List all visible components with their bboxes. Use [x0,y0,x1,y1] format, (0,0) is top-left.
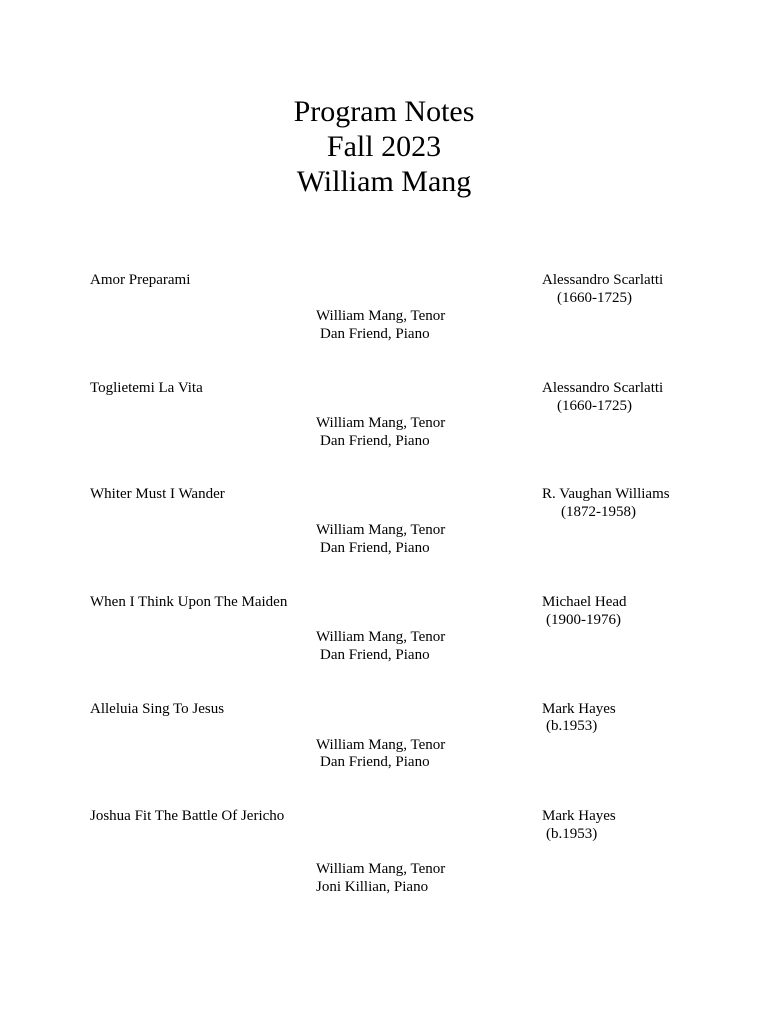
performer-credit: William Mang, Tenor [316,415,446,431]
piece-title: Alleluia Sing To Jesus [90,701,225,717]
piece-title: When I Think Upon The Maiden [90,594,288,610]
accompanist-credit: Dan Friend, Piano [320,326,430,342]
page-title: Program Notes [293,95,475,128]
accompanist-credit: Dan Friend, Piano [320,754,430,770]
composer-dates: (1660-1725) [557,290,632,306]
piece-title: Toglietemi La Vita [90,380,203,396]
composer-dates: (b.1953) [546,718,598,734]
accompanist-credit: Dan Friend, Piano [320,540,430,556]
composer-name: Mark Hayes [542,808,616,824]
composer-dates: (1660-1725) [557,398,632,414]
performer-credit: William Mang, Tenor [316,737,446,753]
performer-name: William Mang [296,165,472,198]
piece-title: Joshua Fit The Battle Of Jericho [90,808,285,824]
composer-name: Alessandro Scarlatti [542,380,664,396]
composer-name: Alessandro Scarlatti [542,272,664,288]
performer-credit: William Mang, Tenor [316,308,446,324]
composer-name: Michael Head [542,594,627,610]
piece-title: Amor Preparami [90,272,191,288]
performer-credit: William Mang, Tenor [316,629,446,645]
composer-dates: (1872-1958) [561,504,636,520]
performer-credit: William Mang, Tenor [316,522,446,538]
accompanist-credit: Dan Friend, Piano [320,647,430,663]
composer-name: Mark Hayes [542,701,616,717]
composer-name: R. Vaughan Williams [542,486,670,502]
accompanist-credit: Dan Friend, Piano [320,433,430,449]
piece-title: Whiter Must I Wander [90,486,225,502]
performer-credit: William Mang, Tenor [316,861,446,877]
program-header [0,94,768,199]
accompanist-credit: Joni Killian, Piano [316,879,429,895]
composer-dates: (b.1953) [546,826,598,842]
program-term: Fall 2023 [326,130,442,163]
composer-dates: (1900-1976) [546,612,621,628]
